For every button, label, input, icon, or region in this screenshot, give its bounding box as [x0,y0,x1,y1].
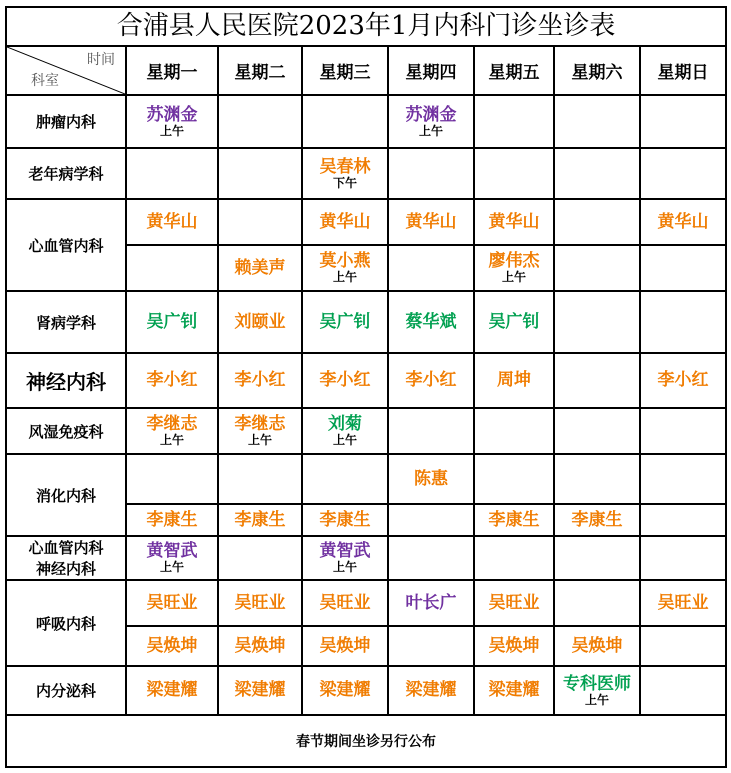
day-header-mon: 星期一 [126,46,218,95]
doctor-name: 吴旺业 [146,592,198,613]
doctor-name: 蔡华斌 [405,311,457,332]
schedule-cell [302,536,388,580]
doctor-name: 陈惠 [414,468,448,489]
doctor-name: 李康生 [571,509,623,530]
day-header-wed: 星期三 [302,46,388,95]
doctor-name: 李小红 [234,370,286,390]
doctor-name: 梁建耀 [146,680,198,700]
day-header-sat: 星期六 [554,46,640,95]
table-row [6,536,726,580]
schedule-cell [388,291,474,353]
doctor-name: 黄华山 [657,211,709,232]
schedule-cell [554,626,640,666]
schedule-cell [302,504,388,536]
doctor-name: 黄华山 [488,211,540,232]
schedule-cell [554,408,640,454]
schedule-cell [302,408,388,454]
table-row [6,291,726,353]
schedule-cell [126,454,218,504]
schedule-cell [640,454,726,504]
doctor-name: 赖美声 [234,257,286,278]
session-note: 上午 [332,433,357,447]
footer-note: 春节期间坐诊另行公布 [6,715,726,767]
doctor-name: 廖伟杰 [488,251,540,271]
schedule-cell [218,353,302,408]
doctor-name: 吴广钊 [146,311,198,332]
schedule-cell [554,199,640,245]
doctor-name: 梁建耀 [405,680,457,700]
doctor-name: 黄华山 [146,211,198,232]
dept-label: 科室 [31,73,59,89]
schedule-cell [640,536,726,580]
schedule-cell [640,408,726,454]
dept-neurology: 神经内科 [6,353,126,408]
session-note: 上午 [247,433,272,447]
doctor-name: 吴焕坤 [571,635,623,656]
schedule-cell [218,454,302,504]
day-header-sun: 星期日 [640,46,726,95]
doctor-name: 苏渊金 [146,104,198,125]
doctor-name: 李继志 [234,414,286,434]
schedule-cell [388,454,474,504]
schedule-cell [126,353,218,408]
schedule-cell [388,504,474,536]
schedule-cell [640,291,726,353]
doctor-name: 专科医师 [563,673,631,694]
doctor-name: 吴广钊 [488,311,540,332]
session-note: 上午 [501,270,526,284]
schedule-cell [640,626,726,666]
dept-geriatrics: 老年病学科 [6,148,126,199]
schedule-cell [474,580,554,626]
schedule-cell [474,408,554,454]
schedule-cell [218,666,302,715]
schedule-cell [388,626,474,666]
schedule-cell [554,536,640,580]
schedule-cell [554,504,640,536]
schedule-cell [126,199,218,245]
schedule-cell [126,626,218,666]
schedule-cell [302,291,388,353]
page-title: 合浦县人民医院2023年1月内科门诊坐诊表 [6,7,726,46]
schedule-cell [554,245,640,291]
schedule-cell [474,536,554,580]
schedule-cell [388,666,474,715]
doctor-name: 刘颐业 [234,311,286,332]
schedule-cell [302,95,388,148]
doctor-name: 梁建耀 [319,680,371,700]
schedule-cell [554,291,640,353]
doctor-name: 李康生 [146,509,198,530]
schedule-cell [218,580,302,626]
doctor-name: 叶长广 [405,592,457,613]
doctor-name: 李康生 [319,509,371,530]
schedule-cell [218,199,302,245]
table-row [6,148,726,199]
schedule-cell [218,148,302,199]
doctor-name: 李小红 [319,370,371,390]
schedule-cell [474,454,554,504]
header-row [6,46,726,95]
session-note: 上午 [332,560,357,574]
schedule-cell [474,626,554,666]
doctor-name: 黄华山 [405,211,457,232]
table-row [6,666,726,715]
schedule-cell [218,504,302,536]
schedule-cell [218,245,302,291]
doctor-name: 吴焕坤 [488,635,540,656]
dept-line-cardiology: 心血管内科 [28,539,104,557]
session-note: 上午 [418,123,443,138]
doctor-name: 梁建耀 [488,680,540,700]
schedule-cell [126,504,218,536]
schedule-table [5,6,727,768]
schedule-cell [126,536,218,580]
schedule-cell [302,454,388,504]
schedule-cell [126,580,218,626]
schedule-cell [126,408,218,454]
doctor-name: 吴焕坤 [319,635,371,656]
schedule-cell [474,148,554,199]
dept-oncology: 肿瘤内科 [6,95,126,148]
doctor-name: 吴旺业 [319,592,371,613]
schedule-cell [388,245,474,291]
dept-rheumatology: 风湿免疫科 [6,408,126,454]
schedule-cell [126,666,218,715]
schedule-cell [218,408,302,454]
table-row [6,95,726,148]
doctor-name: 李康生 [234,509,286,530]
schedule-cell [126,95,218,148]
schedule-cell [126,291,218,353]
session-note: 上午 [159,433,184,447]
dept-nephrology: 肾病学科 [6,291,126,353]
doctor-name: 吴焕坤 [146,635,198,656]
schedule-cell [640,95,726,148]
schedule-cell [554,148,640,199]
schedule-cell [388,536,474,580]
dept-endocrinology: 内分泌科 [6,666,126,715]
doctor-name: 吴春林 [319,156,371,177]
schedule-cell [474,353,554,408]
doctor-name: 黄智武 [319,541,371,561]
doctor-name: 吴焕坤 [234,635,286,656]
doctor-name: 吴旺业 [234,592,286,613]
schedule-cell [388,580,474,626]
session-note: 上午 [159,560,184,574]
schedule-cell [388,353,474,408]
schedule-cell [302,353,388,408]
schedule-cell [302,626,388,666]
doctor-name: 莫小燕 [319,251,371,271]
time-label: 时间 [87,52,115,68]
schedule-cell [218,626,302,666]
schedule-cell [640,199,726,245]
table-row [6,408,726,454]
table-row [6,580,726,626]
doctor-name: 刘菊 [328,414,362,434]
schedule-cell [554,580,640,626]
schedule-cell [218,536,302,580]
doctor-name: 李康生 [488,509,540,530]
schedule-cell [640,504,726,536]
doctor-name: 吴广钊 [319,311,371,332]
schedule-cell [474,199,554,245]
session-note: 上午 [159,123,184,138]
doctor-name: 周坤 [497,370,531,390]
day-header-tue: 星期二 [218,46,302,95]
dept-cardio-neuro [6,536,126,580]
schedule-cell [302,666,388,715]
schedule-cell [126,245,218,291]
schedule-cell [474,245,554,291]
schedule-cell [640,580,726,626]
doctor-name: 黄华山 [319,211,371,232]
corner-header-cell [6,46,126,95]
table-row [6,199,726,245]
session-note: 下午 [332,175,357,190]
schedule-cell [474,666,554,715]
table-row [6,353,726,408]
doctor-name: 李小红 [146,370,198,390]
schedule-cell [388,148,474,199]
schedule-cell [302,580,388,626]
schedule-cell [218,95,302,148]
schedule-cell [554,353,640,408]
doctor-name: 吴旺业 [488,592,540,613]
doctor-name: 李小红 [405,370,457,390]
schedule-cell [640,245,726,291]
schedule-cell [640,148,726,199]
schedule-cell [302,199,388,245]
schedule-cell [640,666,726,715]
schedule-cell [474,504,554,536]
day-header-thu: 星期四 [388,46,474,95]
doctor-name: 李继志 [146,414,198,434]
schedule-cell [554,666,640,715]
schedule-sheet [5,6,725,766]
schedule-cell [554,454,640,504]
schedule-cell [388,408,474,454]
schedule-cell [474,291,554,353]
day-header-fri: 星期五 [474,46,554,95]
schedule-cell [554,95,640,148]
schedule-cell [640,353,726,408]
schedule-cell [474,95,554,148]
doctor-name: 吴旺业 [657,592,709,613]
dept-respiratory: 呼吸内科 [6,580,126,666]
dept-gastroenterology: 消化内科 [6,454,126,536]
schedule-cell [388,199,474,245]
doctor-name: 黄智武 [146,541,198,561]
schedule-cell [388,95,474,148]
table-row [6,454,726,504]
schedule-cell [218,291,302,353]
schedule-cell [302,245,388,291]
dept-cardiology: 心血管内科 [6,199,126,291]
session-note: 上午 [584,692,609,707]
doctor-name: 苏渊金 [405,104,457,125]
schedule-cell [126,148,218,199]
doctor-name: 李小红 [657,370,709,390]
dept-line-neurology: 神经内科 [35,560,96,578]
doctor-name: 梁建耀 [234,680,286,700]
session-note: 上午 [332,270,357,284]
schedule-cell [302,148,388,199]
